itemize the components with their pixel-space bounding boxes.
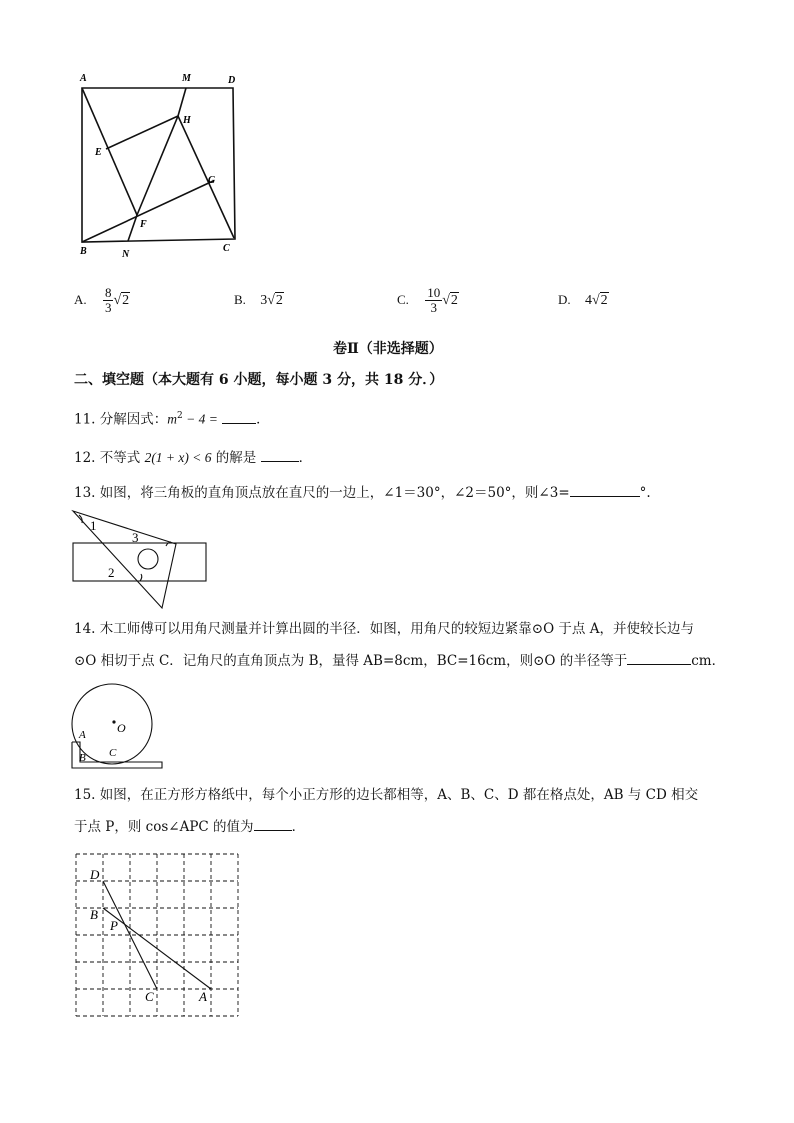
option-a[interactable]: A. $\frac{8}{3}$ √2 — [74, 285, 130, 315]
volume-title: 卷Ⅱ（非选择题） — [333, 341, 443, 357]
question-11: 11. 分解因式：$m^2 - 4$ = ． — [74, 406, 270, 430]
label-B: B — [90, 907, 98, 922]
label-C: C — [109, 747, 117, 759]
label-A: A — [79, 729, 86, 741]
option-d[interactable]: D. 4√2 — [558, 292, 608, 308]
label-C: C — [145, 989, 154, 1004]
question-12: 12. 不等式 2(1 + x) < 6 的解是 ． — [74, 447, 312, 468]
question-15-line-2: 于点 P，则 cos∠APC 的值为 ． — [74, 816, 305, 837]
figure-square-geometry — [70, 68, 250, 263]
label-D: D — [228, 75, 236, 86]
answer-blank-13[interactable] — [570, 482, 640, 497]
answer-blank-11[interactable] — [222, 409, 256, 424]
figure-triangle-ruler — [70, 506, 215, 611]
figure-grid — [70, 848, 245, 1023]
label-A: A — [199, 989, 207, 1004]
figure-circle-square — [68, 682, 168, 772]
answer-blank-12[interactable] — [261, 447, 299, 462]
label-N: N — [122, 249, 130, 260]
angle-label-2: 2 — [108, 565, 115, 580]
label-B: B — [79, 752, 86, 764]
option-b[interactable]: B. 3√2 — [234, 292, 283, 308]
question-14-line-2: ⊙O 相切于点 C．记角尺的直角顶点为 B，量得 AB=8cm，BC=16cm，则⊙O 的半径等于 cm． — [74, 650, 725, 671]
label-H: H — [183, 115, 191, 126]
label-O: O — [117, 721, 126, 735]
section-title: 二、填空题（本大题有 6 小题，每小题 3 分，共 18 分．） — [74, 372, 444, 388]
label-F: F — [140, 219, 147, 230]
answer-blank-15[interactable] — [254, 816, 292, 831]
question-14-line-1: 14. 木工师傅可以用角尺测量并计算出圆的半径．如图，用角尺的较短边紧靠⊙O 于点 A，并使较长边与 — [74, 621, 694, 637]
label-B: B — [80, 246, 87, 257]
label-G: G — [208, 175, 216, 186]
label-C: C — [223, 243, 230, 254]
answer-blank-14[interactable] — [627, 650, 691, 665]
angle-label-3: 3 — [132, 530, 139, 545]
label-P: P — [110, 918, 118, 933]
label-A: A — [80, 73, 87, 84]
label-D: D — [90, 867, 100, 882]
question-13: 13. 如图，将三角板的直角顶点放在直尺的一边上，∠1＝30°，∠2＝50°，则∠3= °. — [74, 482, 651, 503]
label-M: M — [182, 73, 191, 84]
option-c[interactable]: C. $\frac{10}{3}$ √2 — [397, 285, 458, 315]
label-E: E — [95, 147, 102, 158]
question-15-line-1: 15. 如图，在正方形方格纸中，每个小正方形的边长都相等，A、B、C、D 都在格点处，AB 与 CD 相交 — [74, 787, 699, 803]
angle-label-1: 1 — [90, 518, 97, 533]
